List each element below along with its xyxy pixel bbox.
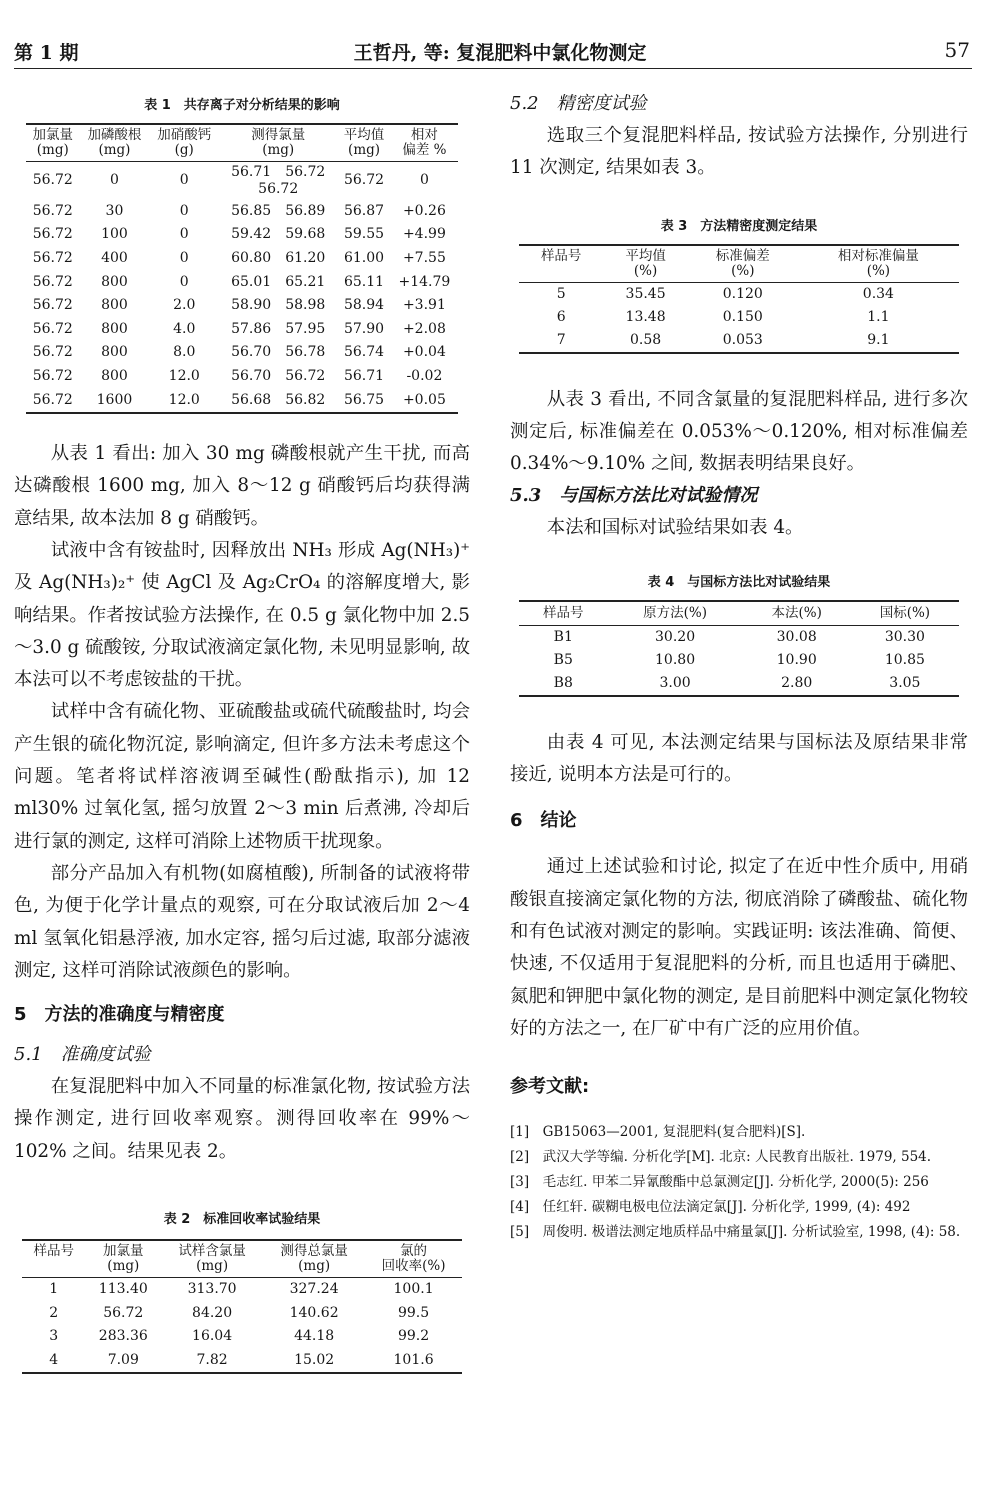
paragraph-comparison: 本法和国标对试验结果如表 4。 bbox=[546, 517, 804, 539]
table-cell: 56.72 bbox=[26, 389, 80, 414]
column-header-line: 回收率(%) bbox=[381, 1258, 446, 1275]
paragraph-precision: 选取三个复混肥料样品, 按试验方法操作, 分别进行 11 次测定, 结果如表 3。 bbox=[510, 125, 968, 179]
page-number: 57 bbox=[944, 38, 970, 62]
table-cell: 2.80 bbox=[743, 672, 851, 696]
column-header bbox=[391, 124, 458, 162]
table-cell: B8 bbox=[519, 672, 608, 696]
table-cell: 16.04 bbox=[192, 1328, 233, 1345]
table3-caption: 表 3 方法精密度测定结果 bbox=[660, 218, 818, 234]
column-header-line: (%) bbox=[633, 262, 658, 279]
table-cell: 0.053 bbox=[688, 329, 798, 353]
column-header-line: 加磷酸根 bbox=[87, 127, 142, 143]
table-cell: 0 bbox=[419, 172, 429, 189]
reference-item: [4] 任红轩. 碳糊电极电位法滴定氯[J]. 分析化学, 1999, (4): 492 bbox=[510, 1199, 911, 1216]
table-cell: 0.120 bbox=[722, 285, 763, 302]
table-cell: 5 bbox=[556, 285, 566, 302]
table-row bbox=[26, 247, 458, 271]
table-cell: 56.74 bbox=[343, 344, 385, 361]
paragraph-table1-analysis: 从表 1 看出: 加入 30 mg 磷酸根就产生干扰, 而高达磷酸根 1600 mg, 加入 8～12 g 硝酸钙后均获得满意结果, 故本法加 8 g 硝酸钙。 bbox=[14, 443, 470, 529]
column-header bbox=[161, 1240, 263, 1278]
table-cell: 8.0 bbox=[173, 344, 196, 361]
table-cell: 30.20 bbox=[655, 628, 696, 645]
issue-number: 第 1 期 bbox=[14, 42, 79, 64]
reference-item: [1] GB15063—2001, 复混肥料(复合肥料)[S]. bbox=[510, 1124, 806, 1141]
column-header-line bbox=[24, 1259, 83, 1274]
table-cell: 65.01 65.21 bbox=[231, 273, 326, 290]
table-cell: 65.11 bbox=[343, 273, 385, 290]
column-header-line: 偏差 % bbox=[402, 142, 447, 158]
table-cell: 100 bbox=[101, 226, 128, 243]
column-header-line: 样品号 bbox=[33, 1243, 74, 1260]
table-cell: B1 bbox=[553, 628, 573, 645]
table-cell: 7.82 bbox=[161, 1349, 263, 1374]
column-header-line: 标准偏差 bbox=[715, 247, 770, 264]
table-cell: +4.99 bbox=[402, 226, 446, 243]
table-cell: 56.72 bbox=[32, 249, 73, 266]
table1 bbox=[26, 123, 458, 414]
table-cell: 10.80 bbox=[655, 651, 696, 668]
table-cell: 61.00 bbox=[343, 249, 385, 266]
section-6-heading: 6 结论 bbox=[510, 810, 577, 832]
table-row bbox=[519, 282, 959, 306]
table-row bbox=[22, 1325, 462, 1349]
reference-item: [5] 周俊明. 极谱法测定地质样品中痛量氯[J]. 分析试验室, 1998, (4): 58. bbox=[510, 1224, 961, 1241]
table-cell: 3.00 bbox=[608, 672, 743, 696]
table-cell: 283.36 bbox=[98, 1328, 148, 1345]
table-cell: 140.62 bbox=[289, 1304, 339, 1321]
table-cell: 59.42 59.68 bbox=[231, 226, 326, 243]
table-cell: 57.90 bbox=[343, 320, 385, 337]
table-cell: 58.94 bbox=[343, 297, 385, 314]
column-header bbox=[26, 124, 80, 162]
table4-caption: 表 4 与国标方法比对试验结果 bbox=[647, 574, 831, 590]
running-header bbox=[0, 38, 1000, 70]
table-cell: 800 bbox=[101, 367, 128, 384]
table-cell: 0.150 bbox=[722, 308, 763, 325]
section-5-3-heading: 5.3 与国标方法比对试验情况 bbox=[510, 485, 758, 507]
paragraph-ammonium: 试液中含有铵盐时, 因释放出 NH₃ 形成 Ag(NH₃)⁺ 及 Ag(NH₃)₂⁺ 使 AgCl 及 Ag₂CrO₄ 的溶解度增大, 影响结果。作者按试验方法操作, 在 0.5 g 氯化物中加 2.5～3.0 g 硫酸铵, 分取试液滴定氯化物, 未见明显影响, 故本法可以不考虑铵盐的干扰。 bbox=[14, 539, 470, 691]
table-cell: +3.91 bbox=[402, 297, 446, 314]
column-header-line: (mg) bbox=[98, 142, 131, 158]
table-cell: 113.40 bbox=[98, 1281, 148, 1298]
table-cell: 100.1 bbox=[393, 1281, 434, 1298]
column-header-line: 测得氯量 bbox=[251, 127, 306, 143]
table-cell: 56.72 bbox=[343, 172, 385, 189]
column-header-line: 加氯量 bbox=[103, 1243, 144, 1260]
table-cell: 57.86 57.95 bbox=[231, 320, 326, 337]
table-cell: 400 bbox=[101, 249, 128, 266]
table-cell: 56.72 bbox=[32, 297, 73, 314]
table-row bbox=[26, 389, 458, 414]
table-cell: 800 bbox=[101, 320, 128, 337]
table-cell: 30.30 bbox=[884, 628, 925, 645]
table-row bbox=[519, 306, 959, 329]
table-row bbox=[519, 625, 959, 649]
column-header bbox=[688, 245, 798, 283]
column-header-line: (g) bbox=[174, 142, 194, 158]
table-cell: +0.05 bbox=[391, 389, 458, 414]
column-header-line: 加硝酸钙 bbox=[157, 127, 212, 143]
column-header-line: 相对标准偏量 bbox=[837, 247, 919, 264]
table-cell: 58.90 58.98 bbox=[231, 297, 326, 314]
table-cell: 56.71 bbox=[343, 367, 385, 384]
table-cell: 4.0 bbox=[173, 320, 196, 337]
section-5-2-heading: 5.2 精密度试验 bbox=[510, 93, 647, 114]
table-cell: 44.18 bbox=[294, 1328, 335, 1345]
table-cell: 35.45 bbox=[625, 285, 666, 302]
table-cell: 12.0 bbox=[168, 367, 200, 384]
table-cell: 3 bbox=[49, 1328, 59, 1345]
table-cell: 4 bbox=[22, 1349, 85, 1374]
table-cell: 56.75 bbox=[337, 389, 391, 414]
table-cell: 1 bbox=[49, 1281, 59, 1298]
table-cell: 99.5 bbox=[397, 1304, 430, 1321]
table-cell: 1.1 bbox=[867, 308, 890, 325]
column-header bbox=[80, 124, 150, 162]
right-column bbox=[510, 84, 968, 1246]
column-header bbox=[22, 1240, 85, 1278]
table-cell: 60.80 61.20 bbox=[231, 249, 326, 266]
reference-item: [2] 武汉大学等编. 分析化学[M]. 北京: 人民教育出版社. 1979, 554. bbox=[510, 1149, 932, 1166]
table-cell: 84.20 bbox=[192, 1304, 233, 1321]
section-5-heading: 5 方法的准确度与精密度 bbox=[14, 1004, 225, 1026]
column-header bbox=[263, 1240, 365, 1278]
table-cell: 56.68 56.82 bbox=[219, 389, 337, 414]
table-cell: 9.1 bbox=[798, 329, 959, 353]
table-cell: 0 bbox=[179, 226, 189, 243]
column-header-line: (mg) bbox=[196, 1258, 229, 1275]
table-row bbox=[26, 200, 458, 224]
running-title: 王哲丹, 等: 复混肥料中氯化物测定 bbox=[353, 42, 647, 64]
reference-item: [3] 毛志红. 甲苯二异氰酸酯中总氯测定[J]. 分析化学, 2000(5): 256 bbox=[510, 1174, 929, 1191]
references-list bbox=[510, 1121, 968, 1244]
table-row bbox=[22, 1278, 462, 1302]
table-cell: +14.79 bbox=[398, 273, 451, 290]
table-row bbox=[519, 649, 959, 672]
table-cell: 800 bbox=[101, 297, 128, 314]
table-cell: 0 bbox=[179, 202, 189, 219]
column-header-line: 平均值 bbox=[343, 127, 385, 143]
table-cell: 56.85 56.89 bbox=[231, 202, 326, 219]
column-header-line: (mg) bbox=[298, 1258, 331, 1275]
table-cell: 0 bbox=[179, 172, 189, 189]
table-cell: 313.70 bbox=[187, 1281, 237, 1298]
table-cell: 800 bbox=[101, 273, 128, 290]
column-header: 样品号 bbox=[519, 601, 608, 626]
table-cell: 1600 bbox=[80, 389, 150, 414]
column-header: 本法(%) bbox=[743, 601, 851, 626]
column-header-line: (mg) bbox=[348, 142, 381, 158]
table-row bbox=[26, 294, 458, 318]
table-cell: 56.70 56.72 bbox=[231, 367, 326, 384]
column-header-line: (%) bbox=[731, 262, 755, 279]
table-cell: 0 bbox=[109, 172, 119, 189]
table2 bbox=[22, 1239, 462, 1374]
column-header bbox=[798, 245, 959, 283]
column-header bbox=[337, 124, 391, 162]
table-cell: 7.09 bbox=[85, 1349, 161, 1374]
paragraph-accuracy: 在复混肥料中加入不同量的标准氯化物, 按试验方法操作测定, 进行回收率观察。测得回收率在 99%～102% 之间。结果见表 2。 bbox=[14, 1076, 470, 1162]
table-row bbox=[26, 365, 458, 389]
section-5-1-heading: 5.1 准确度试验 bbox=[14, 1044, 151, 1066]
paragraph-table3-analysis: 从表 3 看出, 不同含氯量的复混肥料样品, 进行多次测定后, 标准偏差在 0.053%～0.120%, 相对标准偏差 0.34%～9.10% 之间, 数据表明结果良好。 bbox=[510, 388, 968, 475]
table-cell: 101.6 bbox=[365, 1349, 462, 1374]
column-header-line: 相对 bbox=[410, 127, 438, 143]
table-row bbox=[22, 1302, 462, 1326]
table-cell: 56.72 bbox=[103, 1304, 144, 1321]
table-cell: 6 bbox=[556, 308, 566, 325]
table-cell: 10.90 bbox=[776, 651, 817, 668]
paragraph-conclusion: 通过上述试验和讨论, 拟定了在近中性介质中, 用硝酸银直接滴定氯化物的方法, 彻底消除了磷酸盐、硫化物和有色试液对测定的影响。实践证明: 该法准确、简便、快速, 不仅适用于复混肥料的分析, 而且也适用于磷肥、氮肥和钾肥中氯化物的测定, 是目前肥料中测定氯化物较好的方法之一, 在厂矿中有广泛的应用价值。 bbox=[510, 856, 968, 1039]
table-cell: 2.0 bbox=[173, 297, 196, 314]
table-row bbox=[26, 223, 458, 247]
header-rule bbox=[14, 68, 972, 69]
table-cell: 56.72 bbox=[32, 226, 73, 243]
paragraph-sulfide: 试样中含有硫化物、亚硫酸盐或硫代硫酸盐时, 均会产生银的硫化物沉淀, 影响滴定, 但许多方法未考虑这个问题。笔者将试样溶液调至碱性(酚酞指示), 加 12 ml30% 过氧化氢, 摇匀放置 2～3 min 后煮沸, 冷却后进行氯的测定, 这样可消除上述物质干扰现象。 bbox=[14, 701, 470, 852]
table-cell: 56.72 bbox=[32, 320, 73, 337]
column-header-line: 加氯量 bbox=[32, 127, 74, 143]
table4 bbox=[519, 600, 959, 697]
table-cell: 10.85 bbox=[884, 651, 925, 668]
column-header bbox=[365, 1240, 462, 1278]
table-row bbox=[26, 341, 458, 365]
left-column bbox=[14, 84, 470, 1374]
table-row bbox=[22, 1349, 462, 1374]
table-cell: 56.71 56.72 56.72 bbox=[231, 163, 326, 197]
table-cell: 13.48 bbox=[625, 308, 666, 325]
table-row bbox=[26, 162, 458, 200]
table-cell: B5 bbox=[553, 651, 573, 668]
column-header-line: (mg) bbox=[107, 1258, 140, 1275]
table-cell: +0.26 bbox=[402, 202, 446, 219]
table-cell: 56.72 bbox=[32, 273, 73, 290]
table-cell: 327.24 bbox=[289, 1281, 339, 1298]
table-cell: 99.2 bbox=[397, 1328, 430, 1345]
column-header: 国标(%) bbox=[851, 601, 959, 626]
table-cell: 800 bbox=[101, 344, 128, 361]
column-header bbox=[149, 124, 219, 162]
table-cell: 56.72 bbox=[32, 172, 73, 189]
column-header-line: 平均值 bbox=[625, 247, 666, 264]
references-heading: 参考文献: bbox=[510, 1076, 590, 1098]
column-header-line: (%) bbox=[866, 262, 891, 279]
paragraph-table4-analysis: 由表 4 可见, 本法测定结果与国标法及原结果非常接近, 说明本方法是可行的。 bbox=[510, 731, 968, 786]
table-row bbox=[519, 672, 959, 696]
column-header bbox=[85, 1240, 161, 1278]
table-row bbox=[26, 271, 458, 295]
table2-caption: 表 2 标准回收率试验结果 bbox=[163, 1212, 321, 1228]
table-cell: 56.70 56.78 bbox=[231, 344, 326, 361]
table-cell: 0 bbox=[179, 273, 189, 290]
table-cell: +7.55 bbox=[402, 249, 446, 266]
table-cell: 56.72 bbox=[32, 367, 73, 384]
table-cell: 0 bbox=[179, 249, 189, 266]
column-header: 原方法(%) bbox=[608, 601, 743, 626]
table-cell: 30.08 bbox=[776, 628, 817, 645]
table-row bbox=[26, 318, 458, 342]
table-cell: 56.87 bbox=[343, 202, 385, 219]
table-cell: 3.05 bbox=[851, 672, 959, 696]
table-cell: +0.04 bbox=[402, 344, 446, 361]
column-header-line: (mg) bbox=[36, 142, 69, 158]
table3 bbox=[519, 244, 959, 354]
table-cell: -0.02 bbox=[406, 367, 443, 384]
table-cell: +2.08 bbox=[402, 320, 446, 337]
table-cell: 12.0 bbox=[149, 389, 219, 414]
table-cell: 56.72 bbox=[32, 344, 73, 361]
table1-caption: 表 1 共存离子对分析结果的影响 bbox=[144, 98, 340, 113]
column-header bbox=[603, 245, 687, 283]
table-cell: 30 bbox=[105, 202, 124, 219]
column-header-line: 样品号 bbox=[540, 247, 582, 264]
column-header-line: 氯的 bbox=[400, 1243, 428, 1260]
table-cell: 59.55 bbox=[343, 226, 385, 243]
column-header-line bbox=[521, 264, 601, 279]
table-cell: 7 bbox=[519, 329, 603, 353]
table-cell: 56.72 bbox=[32, 202, 73, 219]
table-row bbox=[519, 329, 959, 353]
table-cell: 0.34 bbox=[862, 285, 894, 302]
column-header bbox=[219, 124, 337, 162]
column-header-line: 测得总氯量 bbox=[280, 1243, 348, 1260]
column-header-line: (mg) bbox=[262, 142, 295, 158]
paragraph-organic: 部分产品加入有机物(如腐植酸), 所制备的试液将带色, 为便于化学计量点的观察, 可在分取试液后加 2～4 ml 氢氧化铝悬浮液, 加水定容, 摇匀后过滤, 取部分滤液测定, 这样可消除试液颜色的影响。 bbox=[14, 862, 470, 981]
table-cell: 0.58 bbox=[603, 329, 687, 353]
column-header-line: 试样含氯量 bbox=[178, 1243, 246, 1260]
table-cell: 15.02 bbox=[263, 1349, 365, 1374]
column-header bbox=[519, 245, 603, 283]
table-cell: 2 bbox=[49, 1304, 59, 1321]
